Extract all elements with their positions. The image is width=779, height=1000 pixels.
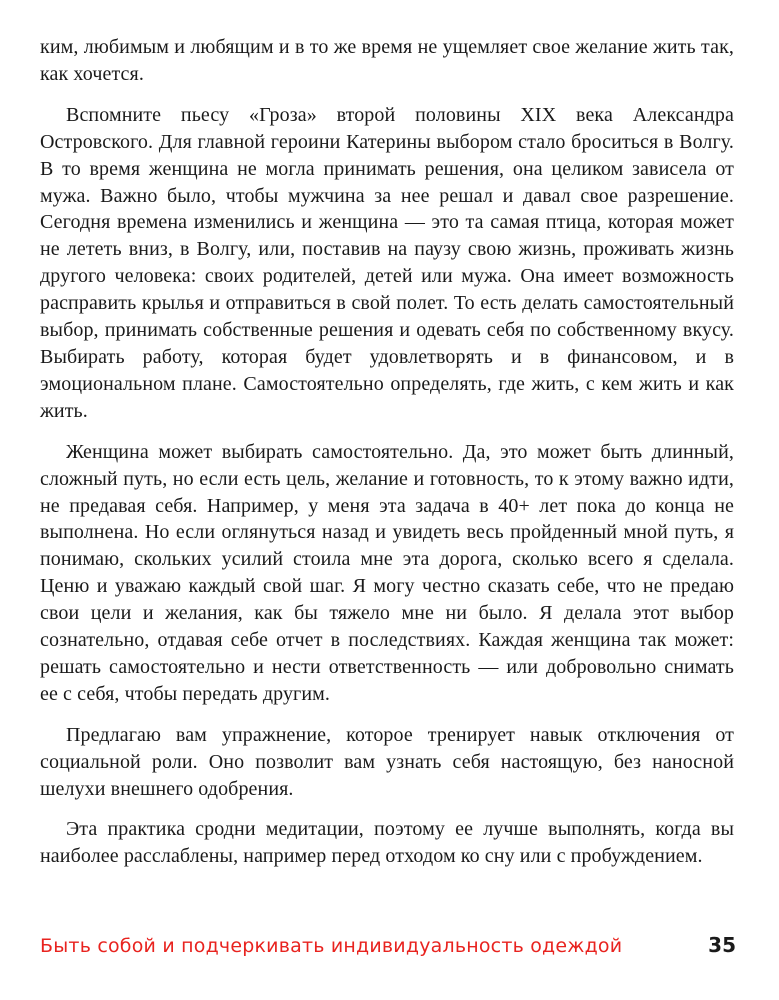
paragraph-exercise: Предлагаю вам упражнение, которое тренирует навык отключения от социальной роли. Оно позволит вам узнать себя настоящую, без наносной шелухи внешнего одобрения. [40, 723, 734, 800]
page-number: 35 [708, 933, 736, 957]
page-body [40, 34, 734, 884]
running-footer-title: Быть собой и подчеркивать индивидуальность одеждой [40, 935, 623, 957]
paragraph-practice: Эта практика сродни медитации, поэтому ее лучше выполнять, когда вы наиболее расслаблены, например перед отходом ко сну или с пробуждением. [40, 818, 734, 868]
paragraph-choice: Женщина может выбирать самостоятельно. Да, это может быть длинный, сложный путь, но если есть цель, желание и готовность, то к этому важно идти, не предавая себя. Например, у меня эта задача в 40+ лет пока до конца не выполнена. Но если оглянуться назад и увидеть весь пройденный мной путь, я понимаю, скольких усилий стоила мне эта дорога, сколько всего я сделала. Ценю и уважаю каждый свой шаг. Я могу честно сказать себе, что не предаю свои цели и желания, как бы тяжело мне ни было. Я делала этот выбор сознательно, отдавая себе отчет в последствиях. Каждая женщина так может: решать самостоятельно и нести ответственность — или добровольно снимать ее с себя, чтобы передать другим. [40, 440, 734, 705]
paragraph-continuation: ким, любимым и любящим и в то же время не ущемляет свое желание жить так, как хочется. [40, 36, 734, 85]
page-footer [40, 933, 736, 961]
paragraph-groza: Вспомните пьесу «Гроза» второй половины XIX века Александра Островского. Для главной героини Катерины выбором стало броситься в Волгу. В то время женщина не могла принимать решения, она целиком зависела от мужа. Важно было, чтобы мужчина за нее решал и давал свое разрешение. Сегодня времена изменились и женщина — это та самая птица, которая может не лететь вниз, в Волгу, или, поставив на паузу свою жизнь, проживать жизнь другого человека: своих родителей, детей или мужа. Она имеет возможность расправить крылья и отправиться в свой полет. То есть делать самостоятельный выбор, принимать собственные решения и одевать себя по собственному вкусу. Выбирать работу, которая будет удовлетворять и в финансовом, и в эмоциональном плане. Самостоятельно определять, где жить, с кем жить и как жить. [40, 103, 734, 422]
